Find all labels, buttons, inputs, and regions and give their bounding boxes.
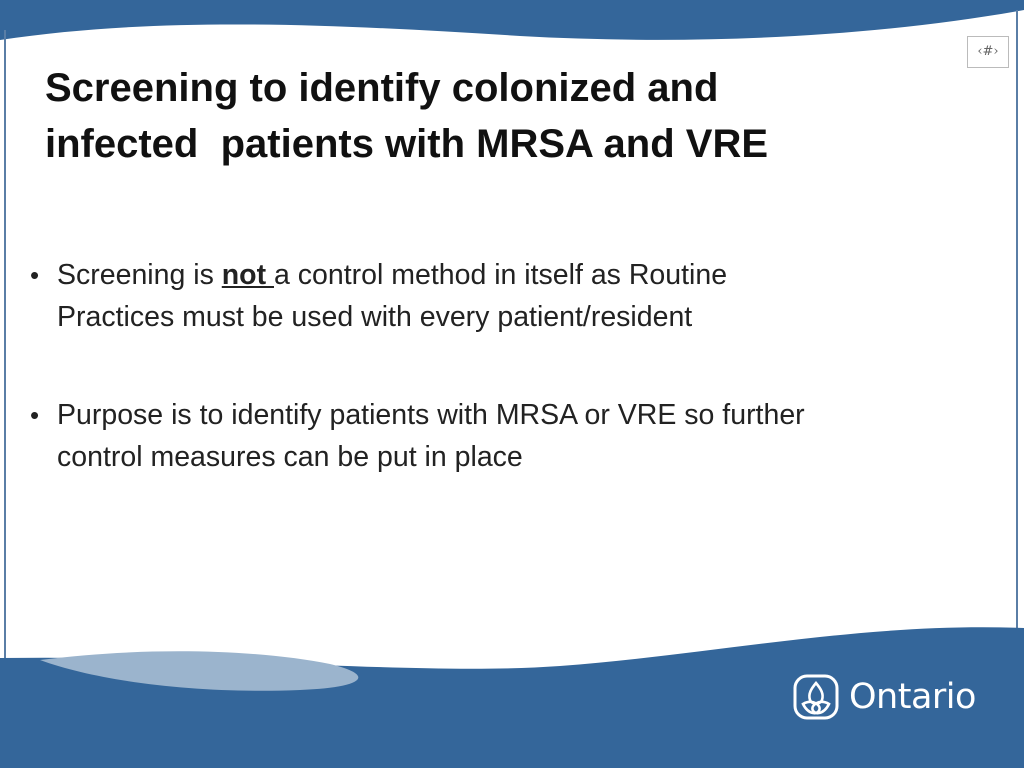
slide-number-placeholder: ‹#›	[967, 36, 1009, 68]
bullet-list	[30, 254, 980, 534]
bullet-line: Purpose is to identify patients with MRSA or VRE so further	[57, 399, 805, 431]
logo-wordmark: Ontario	[849, 677, 976, 717]
bullet-line: control measures can be put in place	[57, 441, 523, 473]
bullet-line: Practices must be used with every patient/resident	[57, 301, 693, 333]
bullet-text: a control method in itself as Routine	[274, 259, 728, 291]
frame-right	[1016, 10, 1018, 640]
bullet-dot: •	[30, 400, 40, 430]
slide-title	[45, 60, 925, 172]
trillium-icon	[793, 674, 839, 720]
frame-left	[4, 30, 6, 670]
bullet-item	[30, 254, 980, 338]
top-wave-band	[0, 0, 1024, 40]
bullet-dot: •	[30, 260, 40, 290]
bullet-item	[30, 394, 980, 478]
ontario-logo	[793, 672, 976, 722]
title-line-2: infected patients with MRSA and VRE	[45, 122, 769, 166]
emphasis-text: not	[221, 259, 274, 291]
bullet-line	[57, 254, 980, 296]
title-line-1: Screening to identify colonized and	[45, 66, 719, 110]
bullet-text: Screening is	[57, 259, 222, 291]
